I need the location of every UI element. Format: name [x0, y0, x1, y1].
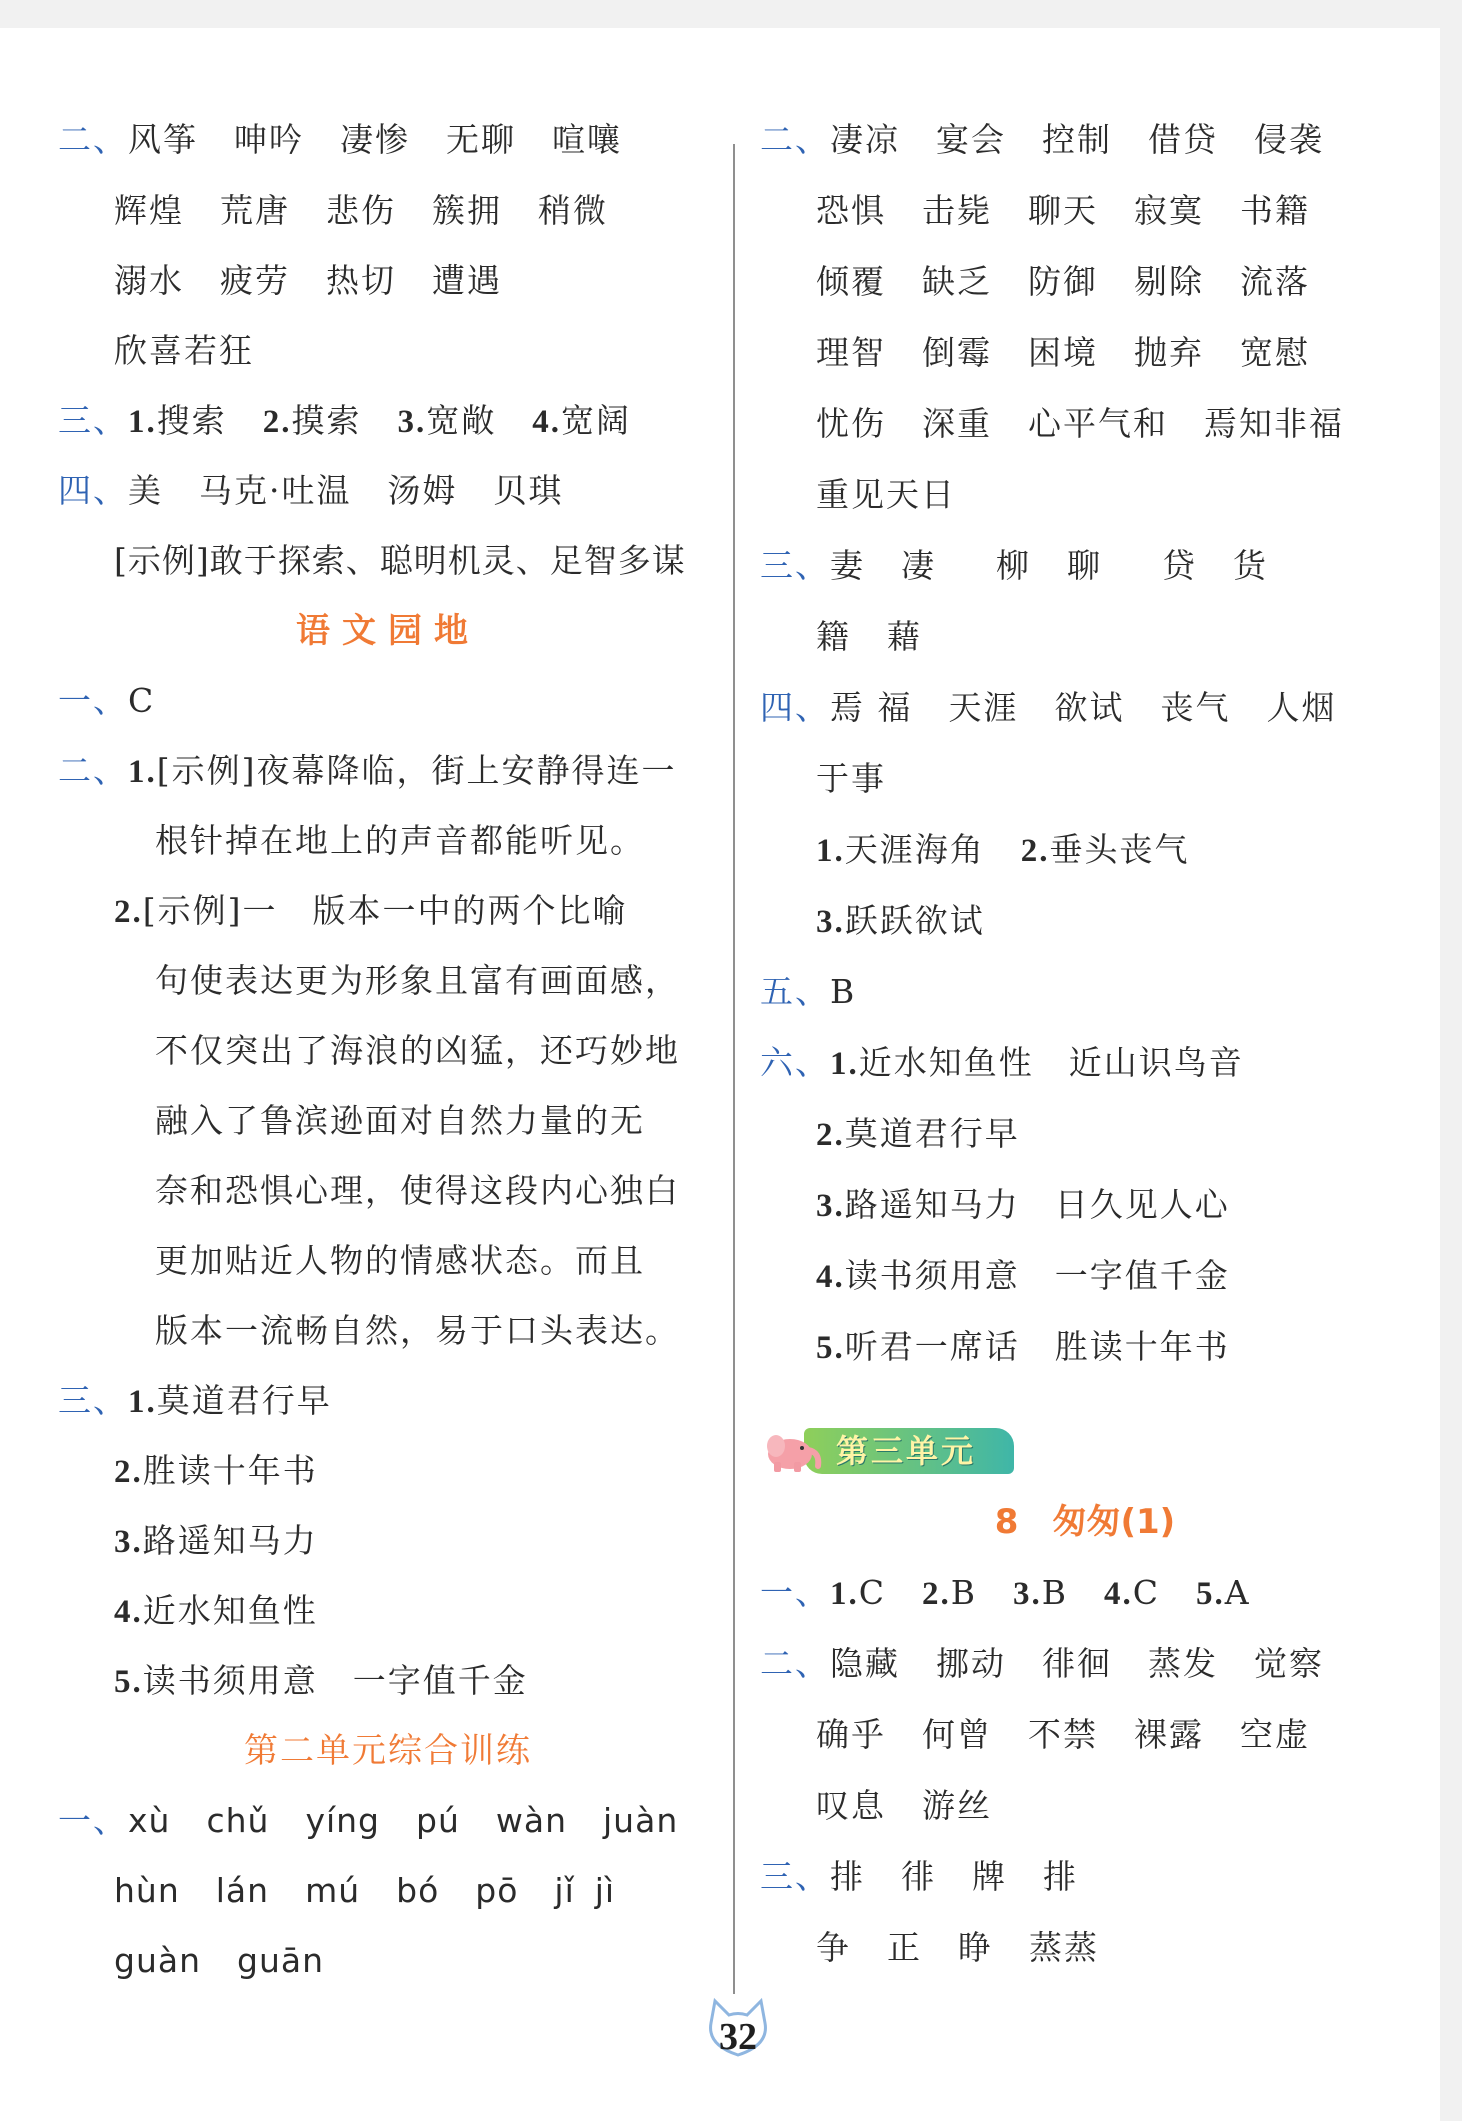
- right-q1: 一、1.C 2.B 3.B 4.C 5.A: [760, 1573, 1251, 1612]
- unit2-review-heading: 第二单元综合训练: [244, 1731, 532, 1771]
- left-y2-line4: 句使表达更为形象且富有画面感，: [155, 961, 680, 1000]
- right-r4-item3: 3.跃跃欲试: [816, 901, 985, 940]
- page-number-text: 32: [719, 2016, 757, 2058]
- right-r6-item2: 2.莫道君行早: [816, 1114, 1020, 1153]
- right-r2-row1: 二、凄凉 宴会 控制 借贷 侵袭: [760, 120, 1324, 159]
- right-r6-item3: 3.路遥知马力 日久见人心: [816, 1185, 1230, 1224]
- left-y3-item5: 5.读书须用意 一字值千金: [114, 1661, 528, 1700]
- elephant-icon: [760, 1426, 824, 1474]
- left-y3-item4: 4.近水知鱼性: [114, 1591, 318, 1630]
- lesson-title: 8 匆匆(1): [994, 1502, 1176, 1542]
- right-r2-row2: 恐惧 击毙 聊天 寂寞 书籍: [816, 191, 1310, 230]
- right-r2-row4: 理智 倒霉 困境 抛弃 宽慰: [816, 333, 1310, 372]
- right-r6-item4: 4.读书须用意 一字值千金: [816, 1256, 1230, 1295]
- left-y2-line3: 2.[示例]一 版本一中的两个比喻: [114, 891, 628, 930]
- right-r3-row2: 籍 藉: [816, 617, 922, 656]
- right-r3-row1: 三、妻 凄 柳 聊 贷 货: [760, 546, 1268, 585]
- unit3-banner: [760, 1422, 1020, 1478]
- left-z1-row2: hùn lán mú bó pō jǐ jì: [114, 1871, 616, 1910]
- right-r2-row3: 倾覆 缺乏 防御 剔除 流落: [816, 262, 1310, 301]
- yuwen-yuandi-heading: 语文园地: [296, 611, 480, 651]
- section-marker: 二、: [58, 120, 128, 159]
- left-y2-line2: 根针掉在地上的声音都能听见。: [155, 821, 645, 860]
- left-y2-line8: 更加贴近人物的情感状态。而且: [155, 1241, 645, 1280]
- left-y2-line9: 版本一流畅自然，易于口头表达。: [155, 1311, 680, 1350]
- left-y3-item1: 三、1.莫道君行早: [58, 1381, 332, 1420]
- left-s4-row1: 四、美 马克·吐温 汤姆 贝琪: [58, 471, 564, 510]
- left-y2-line6: 融入了鲁滨逊面对自然力量的无: [155, 1101, 645, 1140]
- left-z1-row1: 一、xù chǔ yíng pú wàn juàn: [58, 1801, 679, 1840]
- left-y2-line1: 二、1.[示例]夜幕降临，街上安静得连一: [58, 751, 677, 790]
- right-r6-item1: 六、1.近水知鱼性 近山识鸟音: [760, 1043, 1244, 1082]
- column-divider: [733, 144, 735, 1994]
- right-q3-row2: 争 正 睁 蒸蒸: [816, 1928, 1099, 1967]
- left-s2-row2: 辉煌 荒唐 悲伤 簇拥 稍微: [114, 191, 608, 230]
- left-z1-row3: guàn guān: [114, 1941, 324, 1980]
- unit3-label: 第三单元: [836, 1432, 977, 1470]
- left-y2-line5: 不仅突出了海浪的凶猛，还巧妙地: [155, 1031, 680, 1070]
- right-r4-row2: 于事: [816, 759, 886, 798]
- left-y1: 一、C: [58, 681, 156, 720]
- left-s3: 三、1.搜索 2.摸索 3.宽敞 4.宽阔: [58, 401, 631, 440]
- right-r2-row6: 重见天日: [816, 475, 956, 514]
- right-q2-row2: 确乎 何曾 不禁 裸露 空虚: [816, 1715, 1310, 1754]
- left-y3-item3: 3.路遥知马力: [114, 1521, 318, 1560]
- right-q2-row1: 二、隐藏 挪动 徘徊 蒸发 觉察: [760, 1644, 1324, 1683]
- left-y3-item2: 2.胜读十年书: [114, 1451, 318, 1490]
- right-q3-row1: 三、排 徘 牌 排: [760, 1857, 1078, 1896]
- right-r4-row1: 四、焉 福 天涯 欲试 丧气 人烟: [760, 688, 1337, 727]
- right-r5: 五、B: [760, 972, 857, 1011]
- right-r2-row5: 忧伤 深重 心平气和 焉知非福: [816, 404, 1344, 443]
- left-s2-row1: 二、风筝 呻吟 凄惨 无聊 喧嚷: [58, 120, 622, 159]
- left-y2-line7: 奈和恐惧心理，使得这段内心独白: [155, 1171, 680, 1210]
- page-number: [693, 1993, 783, 2063]
- right-r6-item5: 5.听君一席话 胜读十年书: [816, 1327, 1230, 1366]
- left-s4-row2: [示例]敢于探索、聪明机灵、足智多谋: [114, 541, 686, 580]
- left-s2-row3: 溺水 疲劳 热切 遭遇: [114, 261, 502, 300]
- right-r4-items-1-2: 1.天涯海角 2.垂头丧气: [816, 830, 1190, 869]
- left-s2-row4: 欣喜若狂: [114, 331, 254, 370]
- answer-page: [0, 28, 1440, 2121]
- right-q2-row3: 叹息 游丝: [816, 1786, 992, 1825]
